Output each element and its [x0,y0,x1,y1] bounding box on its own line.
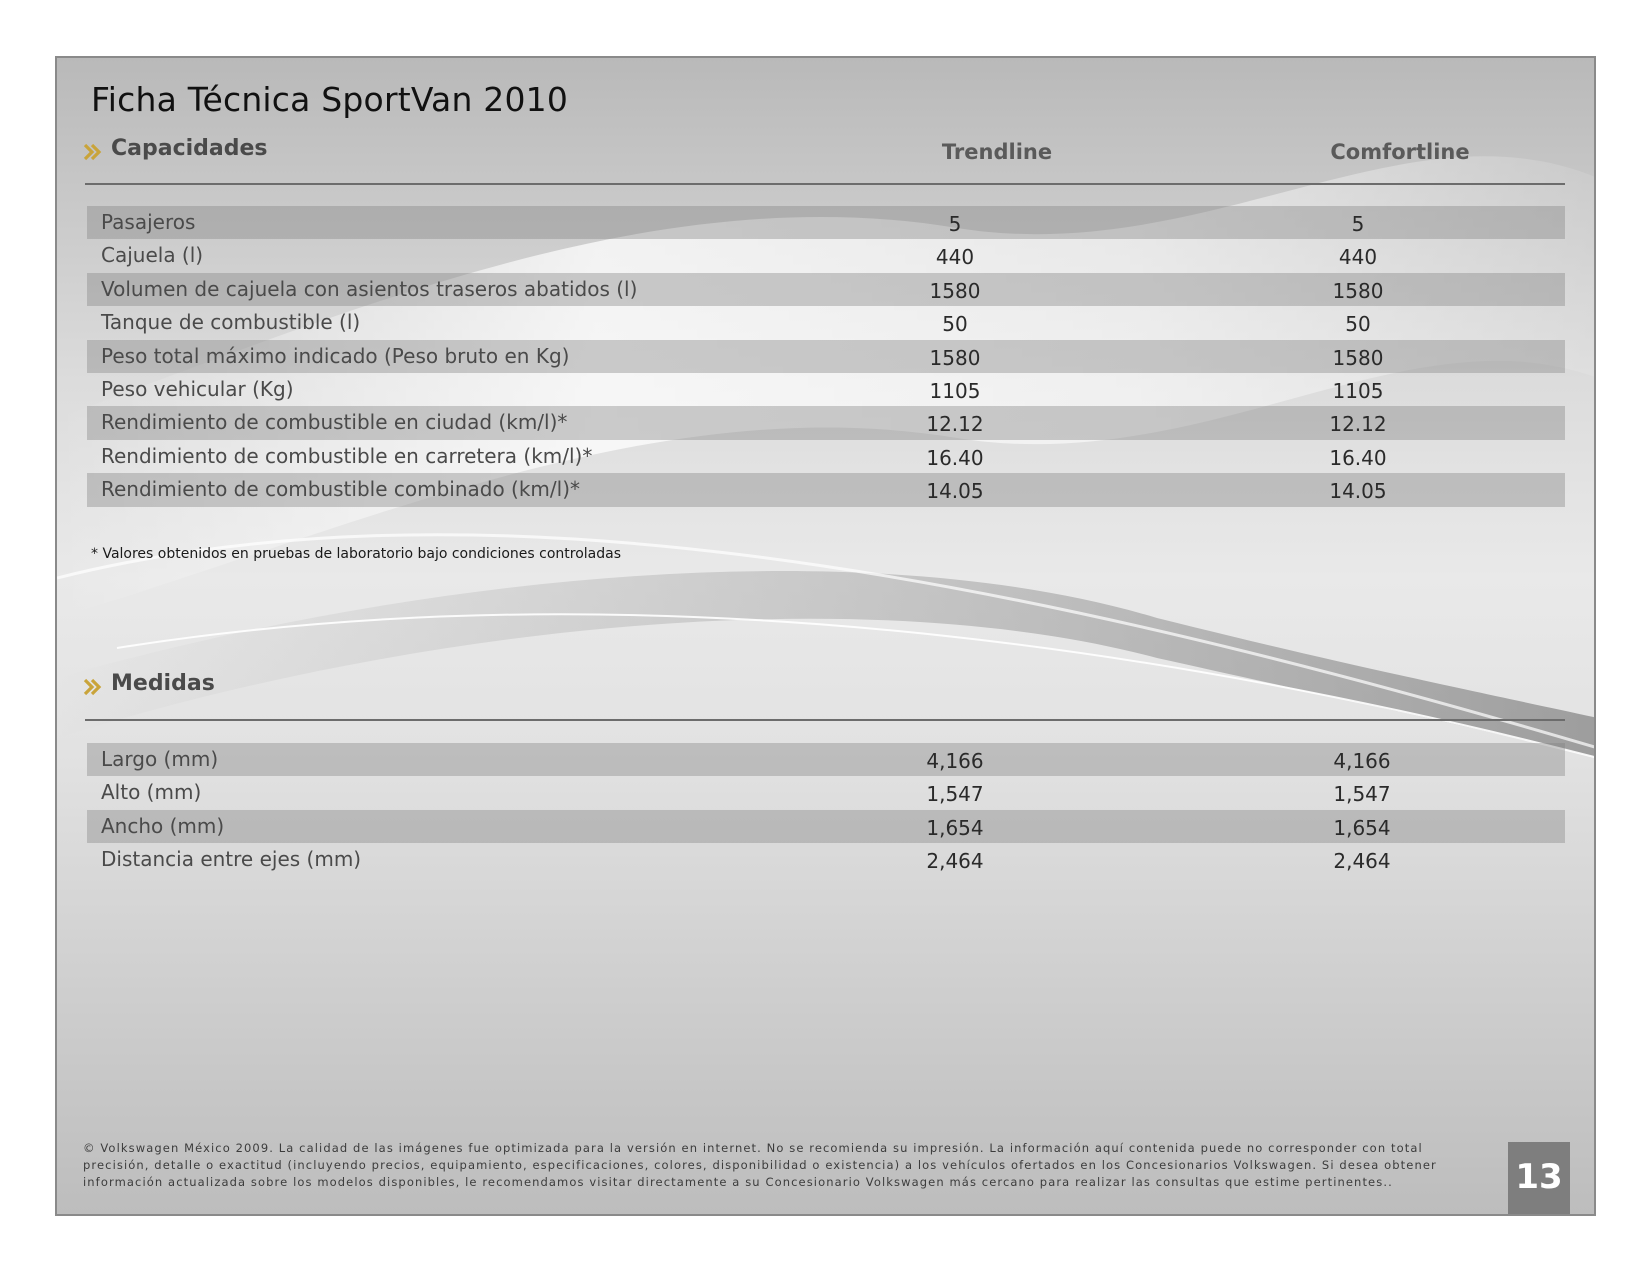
row-label: Rendimiento de combustible en carretera (km/l)* [101,443,593,468]
spec-sheet-page [55,56,1596,1216]
trendline-value: 50 [942,312,968,337]
row-label: Peso vehicular (Kg) [101,376,294,401]
comfortline-value: 50 [1345,312,1371,337]
table-row [87,810,1565,843]
comfortline-value: 14.05 [1329,479,1387,504]
chevron-double-right-icon [83,677,103,697]
comfortline-value: 1,654 [1333,815,1391,840]
legal-disclaimer: © Volkswagen México 2009. La calidad de las imágenes fue optimizada para la versión en internet. No se recomienda su impresión. La información aquí contenida puede no corresponder con total precisión, detalle o exactitud (incluyendo precios, equipamiento, especificaciones, colores, disponibilidad o existencia) a los vehículos ofertados en los Concesionarios Volkswagen. Si desea obtener información actualizada sobre los modelos disponibles, le recomendamos visitar directamente a su Concesionario Volkswagen más cercano para realizar las consultas que estime pertinentes.. [83,1141,1437,1189]
column-header-comfortline: Comfortline [1330,140,1470,164]
medidas-table [87,743,1565,877]
comfortline-value: 1,547 [1333,782,1391,807]
row-label: Peso total máximo indicado (Peso bruto en Kg) [101,343,570,368]
trendline-value: 1580 [929,278,981,303]
trendline-value: 1580 [929,345,981,370]
table-row [87,473,1565,506]
comfortline-value: 440 [1338,245,1378,270]
table-row [87,776,1565,809]
column-header-trendline: Trendline [941,140,1053,164]
table-row [87,306,1565,339]
section-divider [85,183,1565,185]
table-row [87,743,1565,776]
section-title: Medidas [111,671,215,696]
section-header-capacidades [83,134,1563,174]
comfortline-value: 2,464 [1333,849,1391,874]
comfortline-value: 4,166 [1333,749,1391,773]
row-label: Ancho (mm) [101,813,225,838]
row-label: Rendimiento de combustible en ciudad (km/l)* [101,410,568,435]
comfortline-value: 5 [1351,212,1365,236]
table-row [87,206,1565,239]
table-row [87,843,1565,876]
comfortline-value: 1105 [1332,378,1384,403]
row-label: Alto (mm) [101,780,202,805]
row-label: Volumen de cajuela con asientos traseros abatidos (l) [101,276,638,301]
trendline-value: 14.05 [926,479,984,504]
table-row [87,273,1565,306]
comfortline-value: 12.12 [1329,412,1387,437]
table-row [87,239,1565,272]
row-label: Distancia entre ejes (mm) [101,847,362,872]
trendline-value: 5 [948,212,962,236]
row-label: Pasajeros [101,210,196,234]
chevron-double-right-icon [83,142,103,162]
table-row [87,373,1565,406]
section-title: Capacidades [111,136,268,161]
comfortline-value: 1580 [1332,278,1384,303]
trendline-value: 1,654 [926,815,984,840]
footnote: * Valores obtenidos en pruebas de laboratorio bajo condiciones controladas [91,546,622,562]
trendline-value: 12.12 [926,412,984,437]
row-label: Tanque de combustible (l) [101,310,361,335]
row-label: Cajuela (l) [101,243,204,268]
page-number-badge: 13 [1508,1142,1570,1216]
table-row [87,340,1565,373]
comfortline-value: 16.40 [1329,445,1387,470]
trendline-value: 2,464 [926,849,984,874]
row-label: Largo (mm) [101,747,219,771]
comfortline-value: 1580 [1332,345,1384,370]
table-row [87,406,1565,439]
trendline-value: 1,547 [926,782,984,807]
row-label: Rendimiento de combustible combinado (km/l)* [101,477,581,502]
capacidades-table [87,206,1565,507]
section-divider [85,719,1565,721]
trendline-value: 16.40 [926,445,984,470]
page-title: Ficha Técnica SportVan 2010 [91,80,569,119]
trendline-value: 440 [935,245,975,270]
section-header-medidas [83,669,1563,709]
trendline-value: 4,166 [926,749,984,773]
table-row [87,440,1565,473]
trendline-value: 1105 [929,378,981,403]
